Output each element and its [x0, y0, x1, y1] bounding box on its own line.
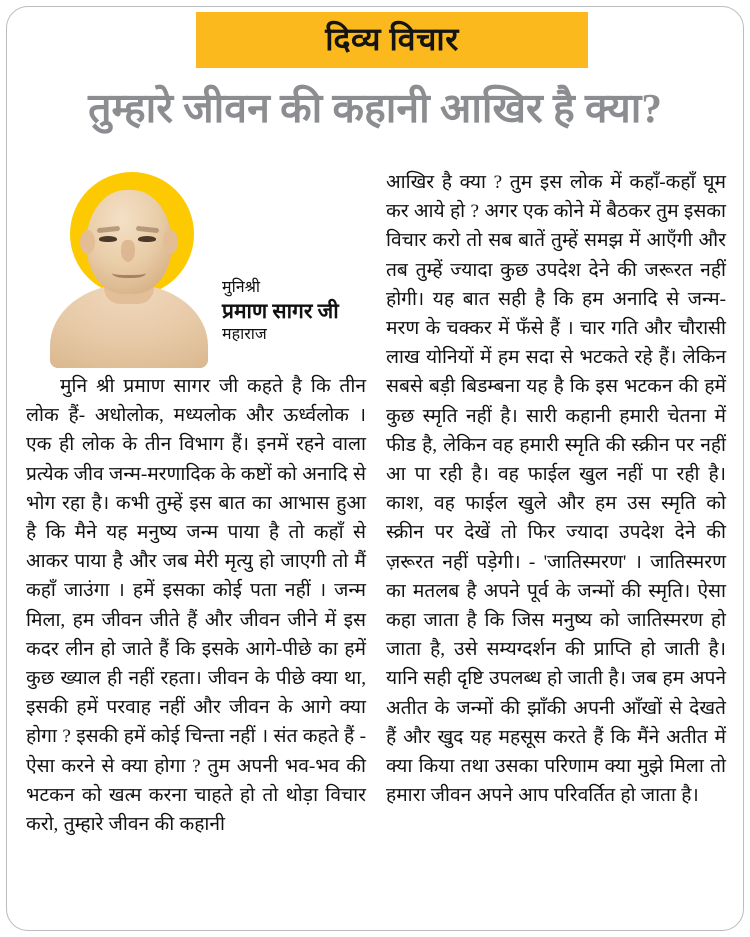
left-column-flow — [26, 372, 366, 839]
eye-right-shape — [138, 236, 156, 242]
article-headline: तुम्हारे जीवन की कहानी आखिर है क्या? — [88, 85, 662, 131]
author-photo-block — [26, 160, 366, 372]
mouth-shape — [112, 266, 146, 278]
nose-shape — [121, 240, 135, 262]
author-photo — [44, 172, 212, 367]
banner-section — [0, 12, 750, 68]
ear-left-shape — [80, 230, 95, 254]
left-column — [26, 160, 366, 925]
eye-left-shape — [99, 236, 117, 242]
right-column-text: आखिर है क्या ? तुम इस लोक में कहाँ-कहाँ घूम कर आये हो ? अगर एक कोने में बैठकर तुम इसका विचार करो तो सब बातें तुम्हें समझ में आएँगी और तब तुम्हें ज्यादा कुछ उपदेश देने की जरूरत नहीं होगी। यह बात सही है कि हम अनादि से जन्म- मरण के चक्कर में फँसे हैं । चार गति और चौरासी लाख योनियों में हम सदा से भटकते रहे हैं। लेकिन सबसे बड़ी बिडम्बना यह है कि इस भटकन की हमें कुछ स्मृति नहीं है। सारी कहानी हमारी चेतना में फीड है, लेकिन वह हमारी स्मृति की स्क्रीन पर नहीं आ पा रही है। वह फाईल खुल नहीं पा रही है। काश, वह फाईल खुले और हम उस स्मृति को स्क्रीन पर देखें तो फिर ज्यादा उपदेश देने की ज़रूरत नहीं पड़ेगी। - 'जातिस्मरण' । जातिस्मरण का मतलब है अपने पूर्व के जन्मों की स्मृति। ऐसा कहा जाता है कि जिस मनुष्य को जातिस्मरण हो जाता है, उसे सम्यग्दर्शन की प्राप्ति हो जाती है। यानि सही दृष्टि उपलब्ध हो जाती है। जब हम अपने अतीत के जन्मों की झाँकी अपनी आँखों से देखते हैं और खुद यह महसूस करते हैं कि मैंने अतीत में क्या किया तथा उसका परिणाम क्या मुझे मिला तो हमारा जीवन अपने आप परिवर्तित हो जाता है। — [386, 172, 726, 807]
author-title: महाराज — [222, 326, 267, 344]
column-title: दिव्य विचार — [325, 20, 459, 57]
article-body — [26, 160, 726, 925]
author-honorific: मुनिश्री — [222, 279, 261, 296]
author-name: प्रमाण सागर जी — [222, 299, 339, 323]
ear-right-shape — [163, 230, 178, 254]
author-caption — [222, 278, 372, 345]
banner-background — [196, 12, 588, 68]
left-column-text: मुनि श्री प्रमाण सागर जी कहते है कि तीन लोक हैं- अधोलोक, मध्यलोक और ऊर्ध्वलोक । एक ही लोक के तीन विभाग हैं। इनमें रहने वाला प्रत्येक जीव जन्म-मरणादिक के कष्टों को अनादि से भोग रहा है। कभी तुम्हें इस बात का आभास हुआ है कि मैने यह मनुष्य जन्म पाया है तो कहाँ से आकर पाया है और जब मेरी मृत्यु हो जाएगी तो मैं कहाँ जाउंगा । हमें इसका कोई पता नहीं । जन्म मिला, हम जीवन जीते हैं और जीवन जीने में इस कदर लीन हो जाते हैं कि इसके आगे-पीछे का हमें कुछ ख्याल ही नहीं रहता। जीवन के पीछे क्या था, इसकी हमें परवाह नहीं और जीवन के आगे क्या होगा ? इसकी हमें कोई चिन्ता नहीं । संत कहते हैं - ऐसा करने से क्या होगा ? तुम अपनी भव-भव की भटकन को खत्म करना चाहते हो तो थोड़ा विचार करो, तुम्हारे जीवन की कहानी — [26, 376, 366, 836]
right-column — [386, 160, 726, 925]
